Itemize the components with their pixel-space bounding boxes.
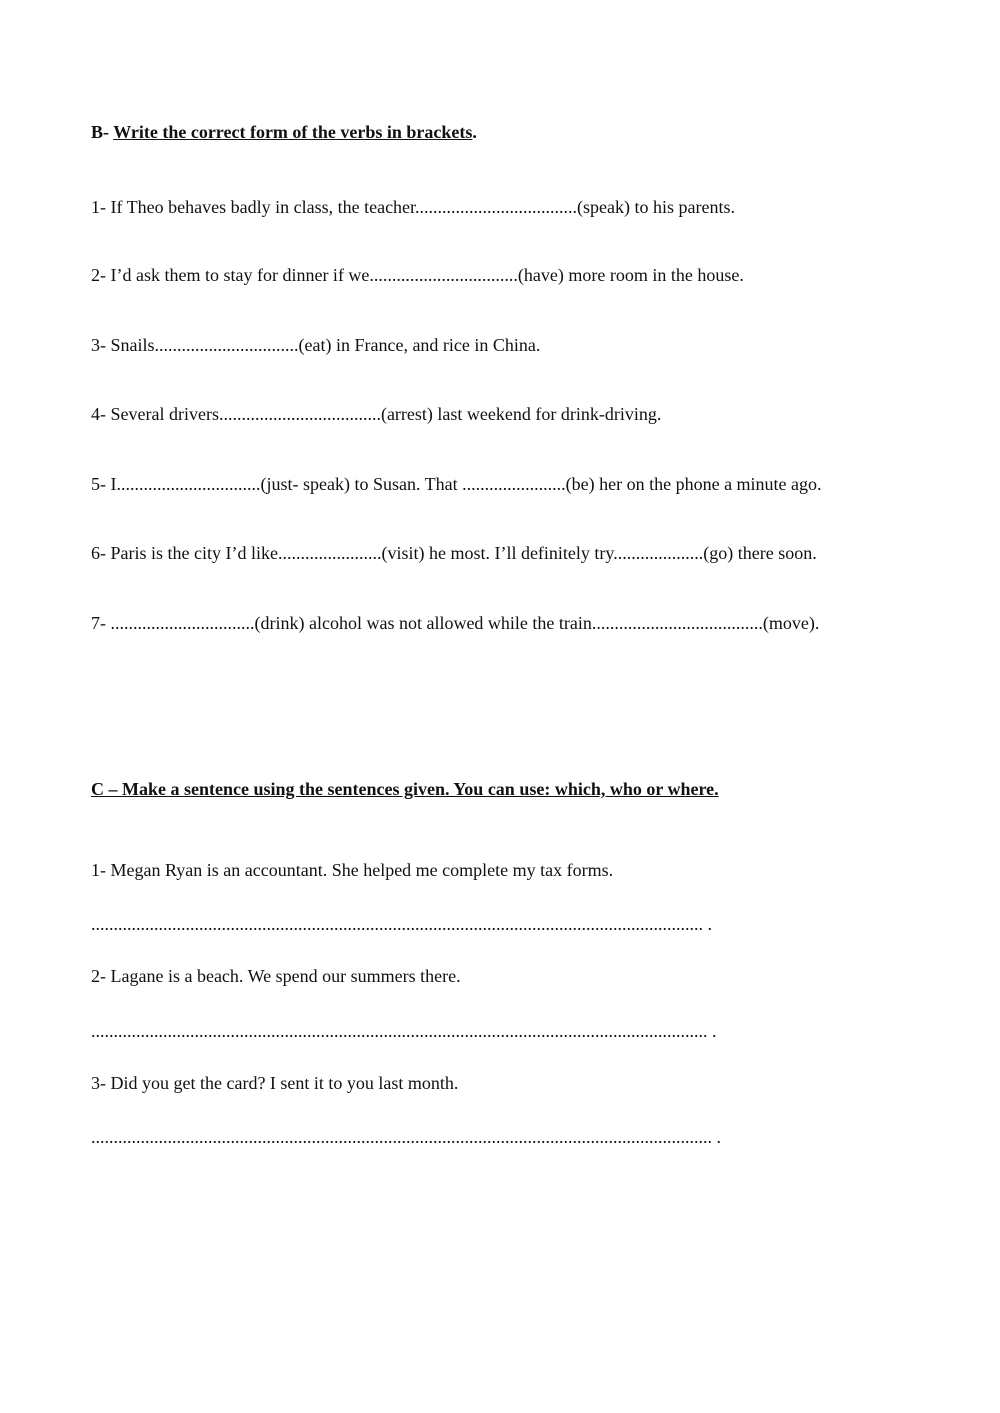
section-c-prompt-2: 2- Lagane is a beach. We spend our summers there. xyxy=(91,966,461,986)
section-b-title-end: . xyxy=(472,122,477,142)
section-c-answer-line-3: .......................................................................................................................................... . xyxy=(91,1127,721,1147)
section-b-item-4: 4- Several drivers....................................(arrest) last weekend for drink-driving. xyxy=(91,404,662,424)
section-b-item-3: 3- Snails................................(eat) in France, and rice in China. xyxy=(91,335,541,355)
section-c-answer-line-2: ......................................................................................................................................... . xyxy=(91,1021,717,1041)
section-b-title: Write the correct form of the verbs in brackets xyxy=(113,122,473,142)
section-b-item-6: 6- Paris is the city I’d like.......................(visit) he most. I’ll definitely try....................(go) there soon. xyxy=(91,543,817,563)
section-b-item-7: 7- ................................(drink) alcohol was not allowed while the train......................................(move). xyxy=(91,613,820,633)
section-c-answer-line-1: ........................................................................................................................................ . xyxy=(91,914,712,934)
section-c-prompt-3: 3- Did you get the card? I sent it to you last month. xyxy=(91,1073,459,1093)
section-c-heading: C – Make a sentence using the sentences given. You can use: which, who or where. xyxy=(91,779,719,799)
section-b-item-2: 2- I’d ask them to stay for dinner if we.................................(have) more room in the house. xyxy=(91,265,744,285)
section-b-heading xyxy=(91,121,477,143)
section-c-prompt-1: 1- Megan Ryan is an accountant. She helped me complete my tax forms. xyxy=(91,860,614,880)
section-b-item-1: 1- If Theo behaves badly in class, the teacher....................................(speak) to his parents. xyxy=(91,197,736,217)
section-b-item-5: 5- I................................(just- speak) to Susan. That .......................(be) her on the phone a minute ago. xyxy=(91,474,822,494)
section-b-prefix: B- xyxy=(91,122,114,142)
